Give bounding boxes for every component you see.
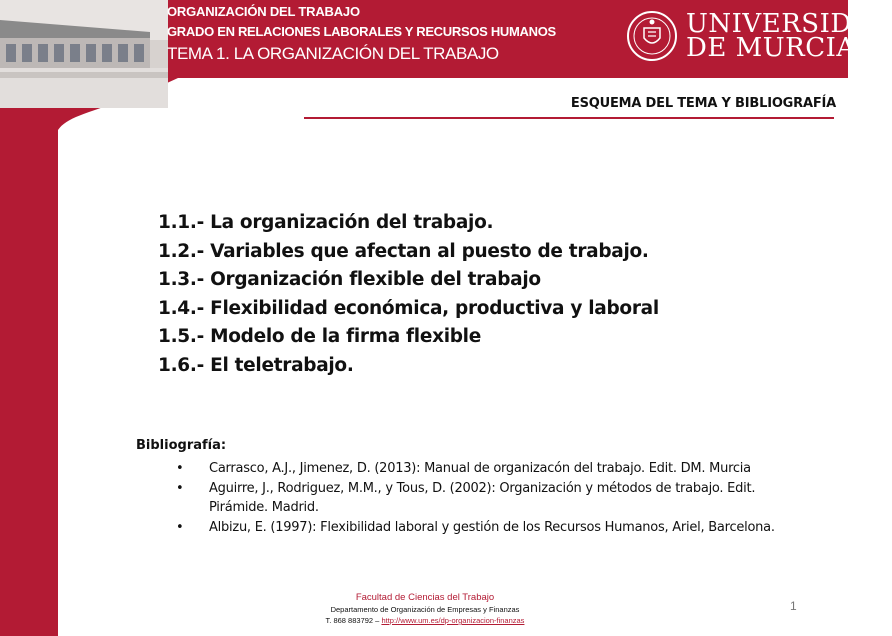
footer-phone: T. 868 883792 – <box>325 616 382 625</box>
footer-link[interactable]: http://www.um.es/dp-organizacion-finanzas <box>381 616 525 625</box>
footer-department: Departamento de Organización de Empresas y Finanzas <box>330 605 520 614</box>
section-divider <box>304 117 834 119</box>
toc-item: 1.6.- El teletrabajo. <box>158 354 354 376</box>
footer <box>300 592 550 626</box>
header-degree: GRADO EN RELACIONES LABORALES Y RECURSOS HUMANOS <box>167 24 556 39</box>
toc-item: 1.4.- Flexibilidad económica, productiva y laboral <box>158 297 659 319</box>
bibliography-list <box>176 459 796 537</box>
section-title: ESQUEMA DEL TEMA Y BIBLIOGRAFÍA <box>570 96 836 111</box>
bullet-icon: • <box>176 480 184 496</box>
footer-contact <box>300 615 550 626</box>
bibliography-text: Aguirre, J., Rodriguez, M.M., y Tous, D. (2002): Organización y métodos de trabajo. Edit. Pirámide. Madrid. <box>209 480 756 515</box>
header-course-title: ORGANIZACIÓN DEL TRABAJO <box>167 4 360 19</box>
logo-line-1: UNIVERSIDAD <box>686 9 892 39</box>
toc-item: 1.3.- Organización flexible del trabajo <box>158 269 541 290</box>
bibliography-item <box>176 459 796 479</box>
footer-faculty: Facultad de Ciencias del Trabajo <box>355 592 495 603</box>
page-number: 1 <box>790 599 797 613</box>
bibliography-text: Carrasco, A.J., Jimenez, D. (2013): Manual de organizacón del trabajo. Edit. DM. Murcia <box>209 461 751 476</box>
bullet-icon: • <box>176 461 184 476</box>
table-of-contents <box>158 209 659 380</box>
toc-item: 1.1.- La organización del trabajo. <box>158 212 494 233</box>
university-seal-icon <box>626 10 678 62</box>
bibliography-heading: Bibliografía: <box>136 438 227 453</box>
bibliography-item <box>176 479 796 518</box>
toc-item: 1.5.- Modelo de la firma flexible <box>158 326 481 347</box>
bullet-icon: • <box>176 519 184 535</box>
bibliography-item <box>176 518 796 538</box>
bibliography-text: Albizu, E. (1997): Flexibilidad laboral y gestión de los Recursos Humanos, Ariel, Barcelona. <box>209 519 775 535</box>
logo-line-2: DE MURCIA <box>686 33 856 63</box>
toc-item: 1.2.- Variables que afectan al puesto de trabajo. <box>158 240 649 262</box>
header-topic: TEMA 1. LA ORGANIZACIÓN DEL TRABAJO <box>167 44 499 63</box>
university-logo <box>626 10 892 62</box>
building-photo <box>0 0 168 108</box>
